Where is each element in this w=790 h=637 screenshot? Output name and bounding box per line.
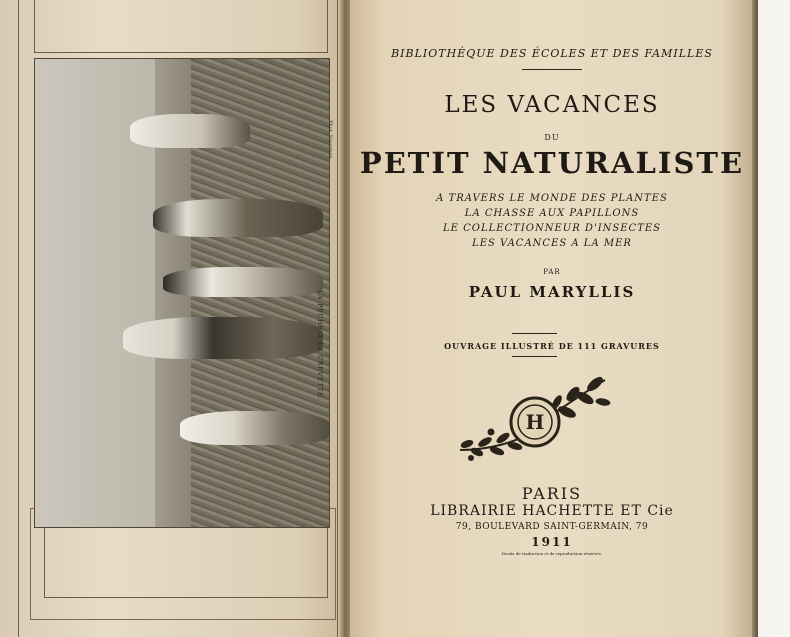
title-line-1: LES VACANCES xyxy=(444,92,660,118)
frontispiece-credit: Phot. Neurdein. xyxy=(327,120,333,161)
author-name: PAUL MARYLLIS xyxy=(468,283,636,301)
subtitle-line: A TRAVERS LE MONDE DES PLANTES xyxy=(436,193,668,204)
illustration-note: OUVRAGE ILLUSTRÉ DE 111 GRAVURES xyxy=(444,341,660,351)
subtitle-line: LE COLLECTIONNEUR D'INSECTES xyxy=(442,223,662,234)
frontispiece-photo xyxy=(34,58,330,528)
publisher-emblem xyxy=(455,372,615,464)
left-page-top-frame xyxy=(34,0,328,53)
author-prefix: PAR xyxy=(543,268,561,276)
photo-figure xyxy=(180,411,330,445)
left-page-bottom-frame xyxy=(44,518,328,598)
svg-text:H: H xyxy=(525,410,545,434)
illustration-rule-bottom xyxy=(512,356,557,357)
publication-city: PARIS xyxy=(521,484,583,503)
subtitle-line: LES VACANCES A LA MER xyxy=(472,238,632,249)
illustration-rule-top xyxy=(512,333,557,334)
publication-year: 1911 xyxy=(531,535,573,549)
subtitle-line: LA CHASSE AUX PAPILLONS xyxy=(464,208,640,219)
publisher-address: 79, BOULEVARD SAINT-GERMAIN, 79 xyxy=(455,522,649,532)
photo-figure xyxy=(123,317,323,359)
photo-figure xyxy=(163,267,323,297)
title-line-2: PETIT NATURALISTE xyxy=(359,146,745,180)
photo-figure xyxy=(130,114,250,148)
series-title: BIBLIOTHÈQUE DES ÉCOLES ET DES FAMILLES xyxy=(391,47,713,60)
rights-notice: Droits de traduction et de reproduction réservés. xyxy=(501,551,603,556)
title-connector: DU xyxy=(544,133,560,142)
publisher-name: LIBRAIRIE HACHETTE ET Cie xyxy=(430,503,674,519)
photo-figure xyxy=(153,199,323,237)
series-rule xyxy=(522,69,582,70)
frontispiece-caption: LA PÊCHE A LA CREVETTE. xyxy=(316,290,323,401)
